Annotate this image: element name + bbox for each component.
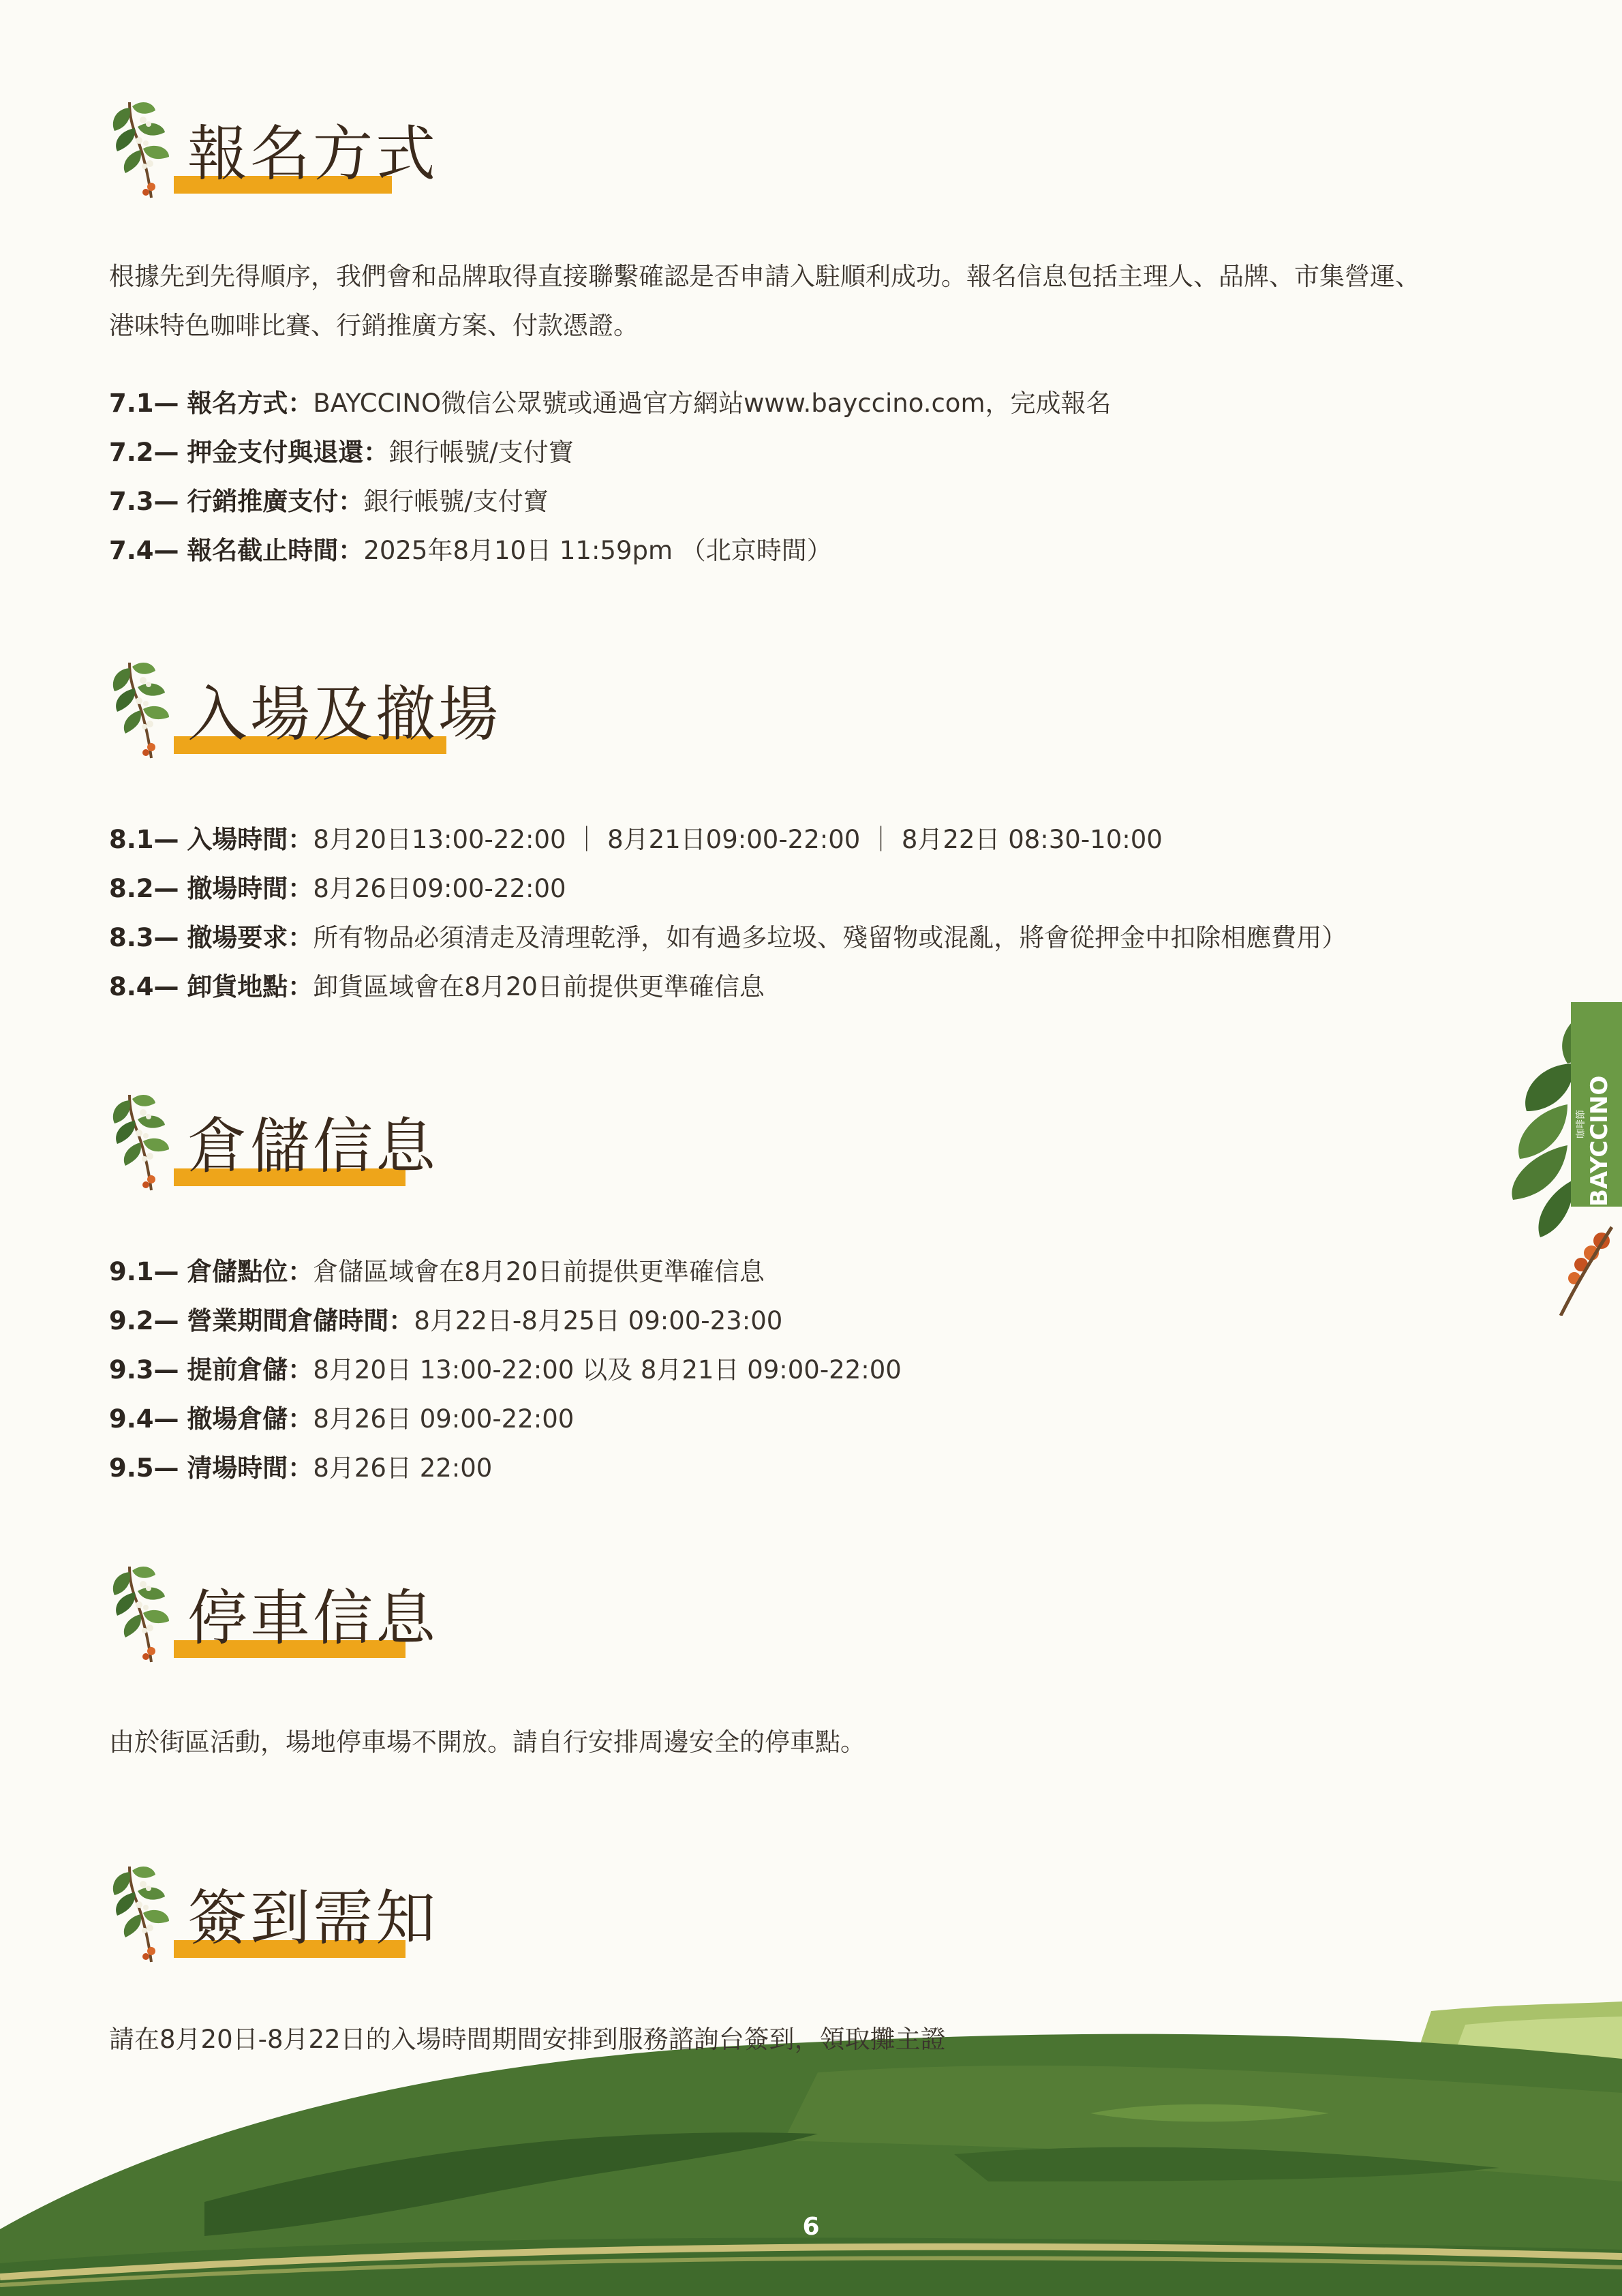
list-item bbox=[109, 1444, 1540, 1493]
list-item bbox=[109, 1248, 1540, 1297]
item-number: 8.1— bbox=[109, 825, 179, 854]
section-title: 倉儲信息 bbox=[187, 1111, 439, 1181]
item-label: 報名截止時間： bbox=[187, 536, 364, 565]
intro-line: 港味特色咖啡比賽、行銷推廣方案、付款憑證。 bbox=[109, 311, 639, 340]
list-item bbox=[109, 815, 1540, 864]
item-label: 提前倉儲： bbox=[187, 1355, 313, 1385]
item-value: BAYCCINO微信公眾號或通過官方網站www.bayccino.com，完成報名 bbox=[313, 389, 1112, 418]
item-value: 銀行帳號/支付寶 bbox=[363, 487, 549, 516]
move-in-out-list bbox=[109, 815, 1540, 1012]
item-value: 8月20日 13:00-22:00 以及 8月21日 09:00-22:00 bbox=[313, 1355, 902, 1385]
section-title: 報名方式 bbox=[187, 119, 439, 189]
item-label: 撤場時間： bbox=[187, 874, 313, 903]
item-number: 7.4— bbox=[109, 536, 179, 565]
intro-paragraph bbox=[109, 252, 1472, 350]
storage-list bbox=[109, 1248, 1540, 1493]
section-heading-move-in-out bbox=[109, 656, 586, 772]
section-heading-parking bbox=[109, 1560, 586, 1676]
coffee-sprig-icon bbox=[109, 1088, 177, 1197]
item-label: 營業期間倉儲時間： bbox=[187, 1306, 414, 1335]
section-heading-registration bbox=[109, 95, 586, 211]
item-value: 銀行帳號/支付寶 bbox=[388, 438, 574, 467]
section-title: 簽到需知 bbox=[187, 1883, 439, 1953]
coffee-sprig-icon bbox=[109, 1560, 177, 1669]
item-label: 行銷推廣支付： bbox=[187, 487, 364, 516]
section-heading-storage bbox=[109, 1088, 586, 1204]
list-item bbox=[109, 1346, 1540, 1395]
item-value: 8月20日13:00-22:00 ｜ 8月21日09:00-22:00 ｜ 8月22日 08:30-10:00 bbox=[313, 825, 1163, 854]
section-title: 入場及撤場 bbox=[187, 679, 502, 749]
item-value: 卸貨區域會在8月20日前提供更準確信息 bbox=[313, 972, 765, 1001]
item-label: 入場時間： bbox=[187, 825, 313, 854]
coffee-sprig-icon bbox=[109, 1860, 177, 1969]
page-number: 6 bbox=[802, 2213, 820, 2241]
brand-logo-text: BAYCCINO bbox=[1586, 1075, 1613, 1207]
parking-text: 由於街區活動，場地停車場不開放。請自行安排周邊安全的停車點。 bbox=[109, 1727, 866, 1757]
item-value: 8月26日 22:00 bbox=[313, 1453, 493, 1483]
registration-list bbox=[109, 379, 1540, 575]
item-value: 2025年8月10日 11:59pm （北京時間） bbox=[363, 536, 832, 565]
list-item bbox=[109, 864, 1540, 913]
list-item bbox=[109, 913, 1540, 963]
item-value: 8月22日-8月25日 09:00-23:00 bbox=[414, 1306, 783, 1335]
item-number: 7.3— bbox=[109, 487, 179, 516]
list-item bbox=[109, 428, 1540, 477]
item-label: 清場時間： bbox=[187, 1453, 313, 1483]
list-item bbox=[109, 477, 1540, 526]
item-label: 卸貨地點： bbox=[187, 972, 313, 1001]
item-number: 7.2— bbox=[109, 438, 179, 467]
item-number: 7.1— bbox=[109, 389, 179, 418]
brand-tagline: 咖啡節 bbox=[1576, 1110, 1587, 1138]
item-value: 倉儲區域會在8月20日前提供更準確信息 bbox=[313, 1257, 765, 1286]
item-number: 9.3— bbox=[109, 1355, 179, 1385]
list-item bbox=[109, 379, 1540, 428]
list-item bbox=[109, 1395, 1540, 1444]
coffee-sprig-icon bbox=[109, 95, 177, 205]
section-title: 停車信息 bbox=[187, 1583, 439, 1653]
item-number: 9.4— bbox=[109, 1404, 179, 1434]
item-number: 9.2— bbox=[109, 1306, 179, 1335]
item-number: 8.3— bbox=[109, 923, 179, 952]
list-item bbox=[109, 526, 1540, 575]
item-label: 倉儲點位： bbox=[187, 1257, 313, 1286]
item-number: 9.1— bbox=[109, 1257, 179, 1286]
item-label: 撤場要求： bbox=[187, 923, 313, 952]
bayccino-emblem bbox=[1493, 1002, 1622, 1316]
item-label: 報名方式： bbox=[187, 389, 313, 418]
item-number: 8.2— bbox=[109, 874, 179, 903]
check-in-text: 請在8月20日-8月22日的入場時間期間安排到服務諮詢台簽到，領取攤主證 bbox=[109, 2025, 946, 2054]
list-item bbox=[109, 963, 1540, 1012]
intro-line: 根據先到先得順序，我們會和品牌取得直接聯繫確認是否申請入駐順利成功。報名信息包括主理人、品牌、市集營運、 bbox=[109, 262, 1420, 291]
item-label: 撤場倉儲： bbox=[187, 1404, 313, 1434]
item-value: 所有物品必須清走及清理乾淨，如有過多垃圾、殘留物或混亂，將會從押金中扣除相應費用） bbox=[313, 923, 1347, 952]
item-value: 8月26日09:00-22:00 bbox=[313, 874, 566, 903]
item-number: 8.4— bbox=[109, 972, 179, 1001]
item-label: 押金支付與退還： bbox=[187, 438, 389, 467]
item-number: 9.5— bbox=[109, 1453, 179, 1483]
section-heading-check-in bbox=[109, 1860, 586, 1976]
list-item bbox=[109, 1297, 1540, 1346]
coffee-sprig-icon bbox=[109, 656, 177, 765]
item-value: 8月26日 09:00-22:00 bbox=[313, 1404, 575, 1434]
